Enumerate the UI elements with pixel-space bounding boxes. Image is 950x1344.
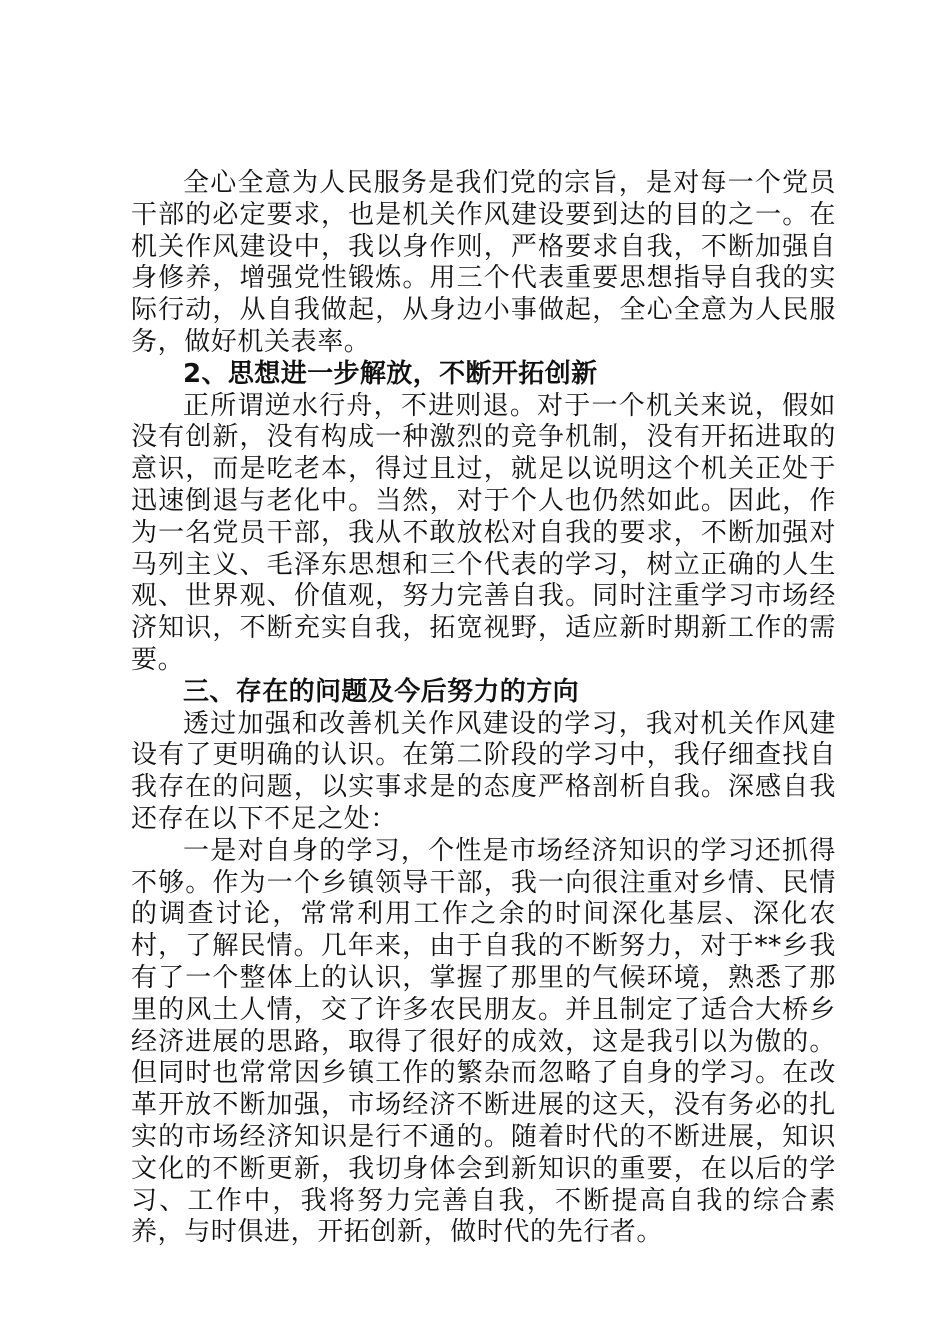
paragraph-service-purpose: 全心全意为人民服务是我们党的宗旨，是对每一个党员干部的必定要求，也是机关作风建设要到达的目的之一。在机关作风建设中，我以身作则，严格要求自我，不断加强自身修养，增强党性锻炼。用三个代表重要思想指导自我的实际行动，从自我做起，从身边小事做起，全心全意为人民服务，做好机关表率。 <box>131 168 836 357</box>
paragraph-problems-intro: 透过加强和改善机关作风建设的学习，我对机关作风建设有了更明确的认识。在第二阶段的学习中，我仔细查找自我存在的问题，以实事求是的态度严格剖析自我。深感自我还存在以下不足之处： <box>131 708 836 834</box>
paragraph-innovation: 正所谓逆水行舟，不进则退。对于一个机关来说，假如没有创新，没有构成一种激烈的竞争机制，没有开拓进取的意识，而是吃老本，得过且过，就足以说明这个机关正处于迅速倒退与老化中。当然，对于个人也仍然如此。因此，作为一名党员干部，我从不敢放松对自我的要求，不断加强对马列主义、毛泽东思想和三个代表的学习，树立正确的人生观、世界观、价值观，努力完善自我。同时注重学习市场经济知识，不断充实自我，拓宽视野，适应新时期新工作的需要。 <box>131 390 836 675</box>
document-body <box>131 168 836 1249</box>
section-heading-problems: 三、存在的问题及今后努力的方向 <box>183 676 580 707</box>
section-heading-innovation: 2、思想进一步解放，不断开拓创新 <box>183 358 598 389</box>
paragraph-study-shortcoming: 一是对自身的学习，个性是市场经济知识的学习还抓得不够。作为一个乡镇领导干部，我一向很注重对乡情、民情的调查讨论，常常利用工作之余的时间深化基层、深化农村，了解民情。几年来，由于自我的不断努力，对于**乡我有了一个整体上的认识，掌握了那里的气候环境，熟悉了那里的风土人情，交了许多农民朋友。并且制定了适合大桥乡经济进展的思路，取得了很好的成效，这是我引以为傲的。但同时也常常因乡镇工作的繁杂而忽略了自身的学习。在改革开放不断加强，市场经济不断进展的这天，没有务必的扎实的市场经济知识是行不通的。随着时代的不断进展，知识文化的不断更新，我切身体会到新知识的重要，在以后的学习、工作中，我将努力完善自我，不断提高自我的综合素养，与时俱进，开拓创新，做时代的先行者。 <box>131 835 836 1248</box>
